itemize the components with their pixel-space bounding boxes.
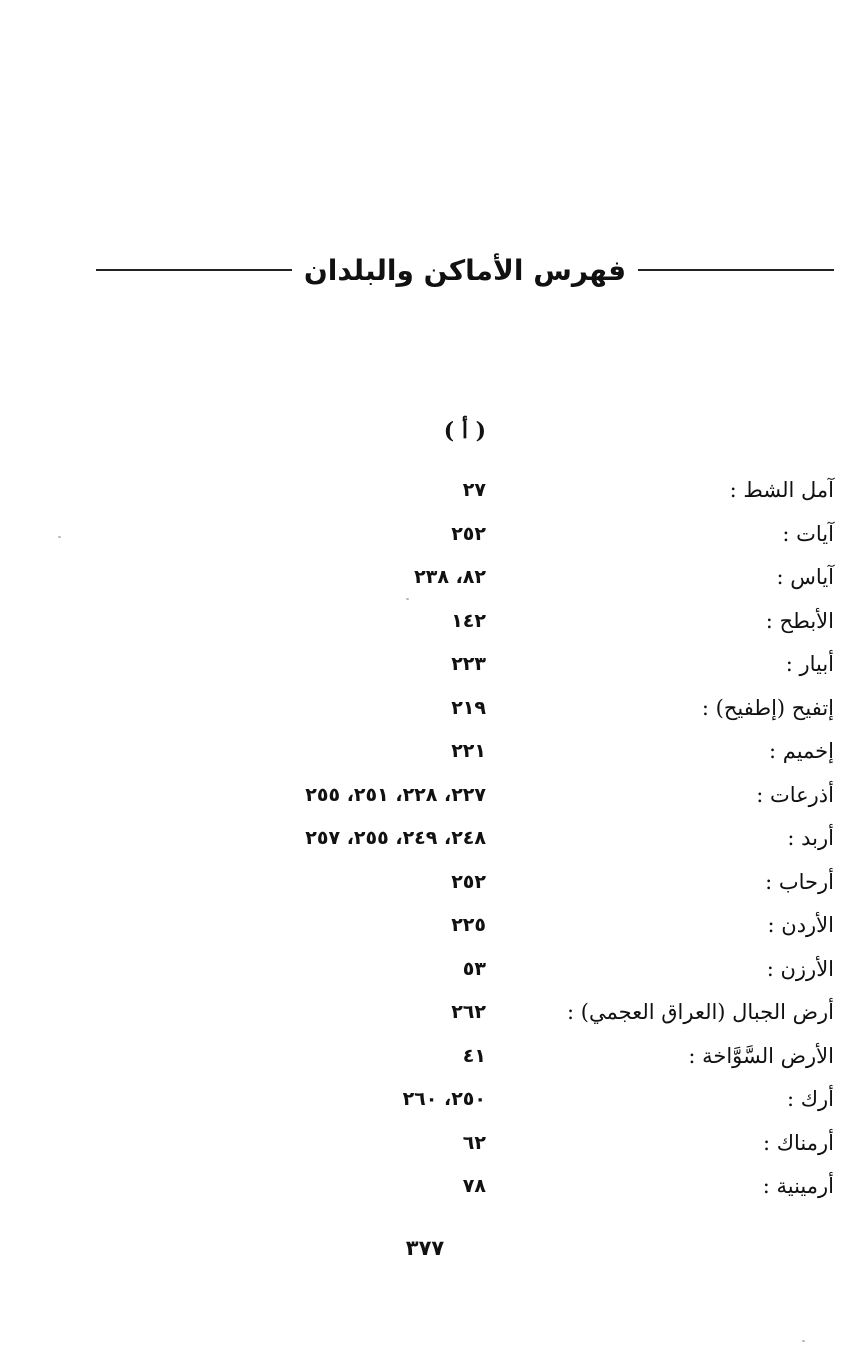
index-entry xyxy=(0,731,849,775)
index-entry xyxy=(0,557,849,601)
entry-place: أرمينية : xyxy=(762,1174,834,1198)
index-entry xyxy=(0,1123,849,1167)
index-entry xyxy=(0,1166,849,1210)
entry-pages: ٢٥٠، ٢٦٠ xyxy=(402,1088,486,1110)
page-number: ٣٧٧ xyxy=(405,1236,445,1260)
entry-place: أرك : xyxy=(786,1087,834,1111)
entry-place: إخميم : xyxy=(768,739,834,763)
entry-place: الأرزن : xyxy=(766,956,834,981)
index-entry xyxy=(0,905,849,949)
index-entry xyxy=(0,1036,849,1080)
entry-place: الأبطح : xyxy=(765,608,834,633)
entry-pages: ٢٢٧، ٢٢٨، ٢٥١، ٢٥٥ xyxy=(305,783,486,806)
entry-place: آياس : xyxy=(776,565,834,589)
scan-speck xyxy=(406,598,409,600)
entry-pages: ٧٨ xyxy=(462,1175,486,1197)
index-entry xyxy=(0,949,849,993)
entry-place: أبيار : xyxy=(785,652,834,676)
entry-place: أرحاب : xyxy=(765,869,834,894)
title-rule-right xyxy=(638,269,834,271)
index-entry xyxy=(0,688,849,732)
entry-place: آمل الشط : xyxy=(729,478,834,502)
entry-place: أربد : xyxy=(787,826,834,850)
entry-pages: ٢١٩ xyxy=(451,696,486,719)
entry-place: الأردن : xyxy=(767,913,834,937)
entry-place: آيات : xyxy=(782,521,834,546)
entry-pages: ١٤٢ xyxy=(451,609,486,632)
entry-pages: ٢٧ xyxy=(462,479,486,501)
entry-pages: ٢٢٥ xyxy=(451,914,486,936)
title-rule-left xyxy=(96,269,292,271)
entry-pages: ٥٣ xyxy=(462,957,486,980)
title-row xyxy=(96,248,834,292)
entry-pages: ٢٥٢ xyxy=(451,522,486,545)
section-letter: ( أ ) xyxy=(443,418,486,444)
index-entry xyxy=(0,470,849,514)
index-entry xyxy=(0,1079,849,1123)
entry-pages: ٨٢، ٢٣٨ xyxy=(414,566,486,588)
entry-pages: ٢٦٢ xyxy=(451,1001,486,1023)
index-entry xyxy=(0,514,849,558)
index-entry xyxy=(0,644,849,688)
scan-speck xyxy=(58,536,61,538)
index-entry xyxy=(0,601,849,645)
index-entry xyxy=(0,818,849,862)
scan-speck xyxy=(802,1340,805,1342)
entry-place: إتفيح (إطفيح) : xyxy=(701,695,834,720)
entry-pages: ٦٢ xyxy=(462,1131,486,1154)
entry-place: أرض الجبال (العراق العجمي) : xyxy=(567,1000,834,1024)
entry-pages: ٢٤٨، ٢٤٩، ٢٥٥، ٢٥٧ xyxy=(305,827,486,849)
entry-pages: ٢٥٢ xyxy=(451,870,486,893)
entry-pages: ٢٢٣ xyxy=(451,653,486,675)
index-entry xyxy=(0,862,849,906)
page-title: فهرس الأماكن والبلدان xyxy=(303,253,627,287)
index-entry xyxy=(0,992,849,1036)
entry-pages: ٤١ xyxy=(462,1044,486,1067)
index-entries xyxy=(0,470,849,1210)
entry-place: أرمناك : xyxy=(762,1130,834,1155)
entry-place: أذرعات : xyxy=(756,782,834,807)
entry-pages: ٢٢١ xyxy=(451,740,486,762)
index-entry xyxy=(0,775,849,819)
entry-place: الأرض السَّوَّاخة : xyxy=(688,1043,834,1068)
